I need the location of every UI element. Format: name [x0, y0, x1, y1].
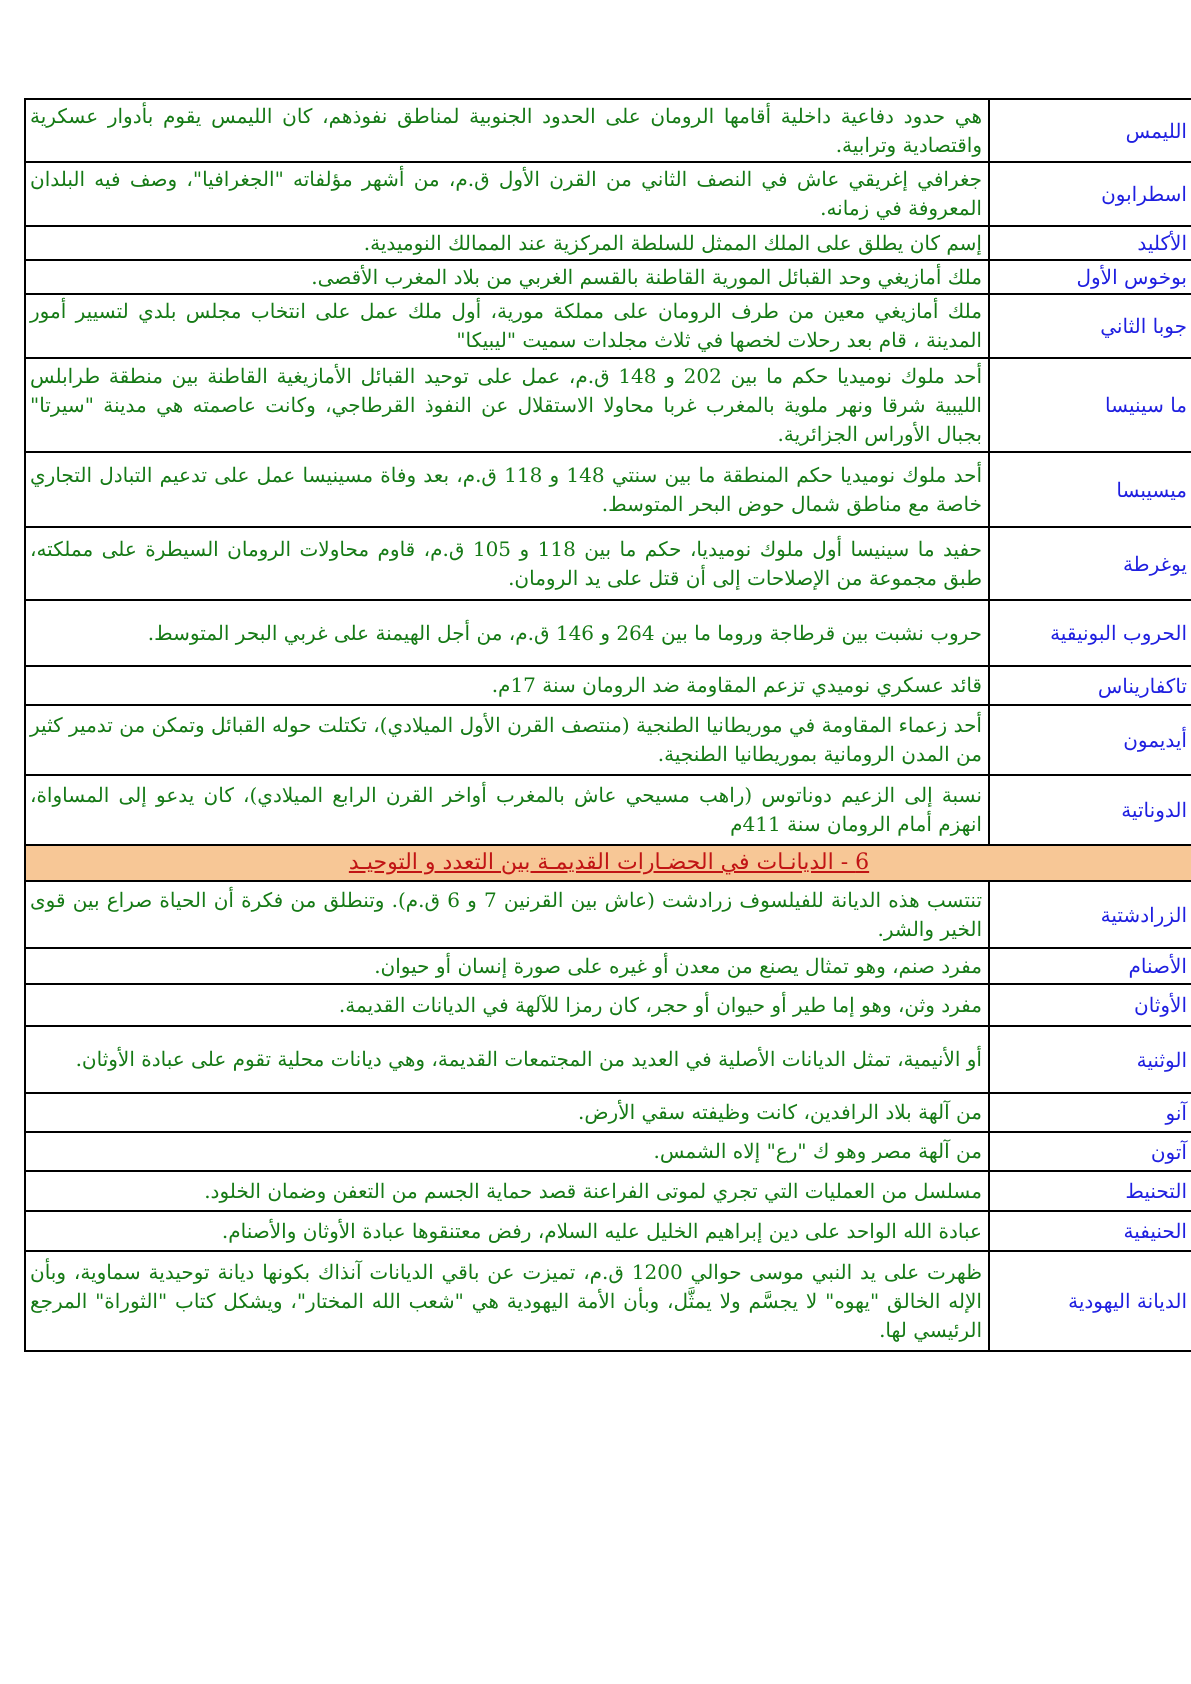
definition-cell: أو الأنيمية، تمثل الديانات الأصلية في العديد من المجتمعات القديمة، وهي ديانات محلية تقوم على عبادة الأوثان. — [25, 1026, 989, 1093]
term-cell: ميسيبسا — [989, 452, 1191, 527]
definition-cell: من آلهة مصر وهو ك "رع" إلاه الشمس. — [25, 1132, 989, 1171]
term-cell: الحروب البونيقية — [989, 600, 1191, 666]
table-row — [25, 666, 1191, 705]
term-cell: الأصنام — [989, 948, 1191, 984]
definition-cell: ظهرت على يد النبي موسى حوالي 1200 ق.م، تميزت عن باقي الديانات آنذاك بكونها ديانة توحيدية سماوية، وبأن الإله الخالق "يهوه" لا يجسَّم ولا يمثَّل، وبأن الأمة اليهودية هي "شعب الله المختار"، ويشكل كتاب "الثوراة" المرجع الرئيسي لها. — [25, 1251, 989, 1351]
term-cell: اسطرابون — [989, 162, 1191, 226]
term-cell: جوبا الثاني — [989, 294, 1191, 358]
definition-cell: عبادة الله الواحد على دين إبراهيم الخليل عليه السلام، رفض معتنقوها عبادة الأوثان والأصنام. — [25, 1211, 989, 1251]
definition-cell: مفرد صنم، وهو تمثال يصنع من معدن أو غيره على صورة إنسان أو حيوان. — [25, 948, 989, 984]
definition-cell: مسلسل من العمليات التي تجري لموتى الفراعنة قصد حماية الجسم من التعفن وضمان الخلود. — [25, 1171, 989, 1211]
table-row — [25, 358, 1191, 452]
table-row — [25, 527, 1191, 600]
table-row — [25, 226, 1191, 260]
definition-cell: أحد ملوك نوميديا حكم ما بين 202 و 148 ق.م، عمل على توحيد القبائل الأمازيغية القاطنة بين منطقة طرابلس الليبية شرقا ونهر ملوية بالمغرب غربا محاولا الاستقلال عن النفوذ القرطاجي، وكانت عاصمته هي مدينة "سيرتا" بجبال الأوراس الجزائرية. — [25, 358, 989, 452]
definition-cell: ملك أمازيغي وحد القبائل المورية القاطنة بالقسم الغربي من بلاد المغرب الأقصى. — [25, 260, 989, 294]
table-row — [25, 1026, 1191, 1093]
table-row — [25, 294, 1191, 358]
term-cell: آنو — [989, 1093, 1191, 1132]
table-row — [25, 99, 1191, 162]
section-header-row — [25, 845, 1191, 881]
term-cell: الوثنية — [989, 1026, 1191, 1093]
definition-cell: أحد زعماء المقاومة في موريطانيا الطنجية (منتصف القرن الأول الميلادي)، تكتلت حوله القبائل وتمكن من تدمير كثير من المدن الرومانية بموريطانيا الطنجية. — [25, 705, 989, 775]
table-row — [25, 260, 1191, 294]
definition-cell: قائد عسكري نوميدي تزعم المقاومة ضد الرومان سنة 17م. — [25, 666, 989, 705]
definition-cell: مفرد وثن، وهو إما طير أو حيوان أو حجر، كان رمزا للآلهة في الديانات القديمة. — [25, 984, 989, 1026]
section-title — [25, 845, 1191, 881]
table-row — [25, 705, 1191, 775]
definition-cell: هي حدود دفاعية داخلية أقامها الرومان على الحدود الجنوبية لمناطق نفوذهم، كان الليمس يقوم بأدوار عسكرية واقتصادية وترابية. — [25, 99, 989, 162]
term-cell: بوخوس الأول — [989, 260, 1191, 294]
table-row — [25, 775, 1191, 845]
term-cell: يوغرطة — [989, 527, 1191, 600]
table-row — [25, 1132, 1191, 1171]
table-row — [25, 881, 1191, 948]
definition-cell: ملك أمازيغي معين من طرف الرومان على مملكة مورية، أول ملك عمل على انتخاب مجلس بلدي لتسيير أمور المدينة ، قام بعد رحلات لخصها في ثلاث مجلدات سميت "ليبيكا" — [25, 294, 989, 358]
table-row — [25, 1251, 1191, 1351]
term-cell: الحنيفية — [989, 1211, 1191, 1251]
term-cell: الليمس — [989, 99, 1191, 162]
term-cell: الزرادشتية — [989, 881, 1191, 948]
table-row — [25, 1211, 1191, 1251]
definition-cell: إسم كان يطلق على الملك الممثل للسلطة المركزية عند الممالك النوميدية. — [25, 226, 989, 260]
table-row — [25, 600, 1191, 666]
definition-cell: حفيد ما سينيسا أول ملوك نوميديا، حكم ما بين 118 و 105 ق.م، قاوم محاولات الرومان السيطرة على مملكته، طبق مجموعة من الإصلاحات إلى أن قتل على يد الرومان. — [25, 527, 989, 600]
term-cell: الديانة اليهودية — [989, 1251, 1191, 1351]
definition-cell: من آلهة بلاد الرافدين، كانت وظيفته سقي الأرض. — [25, 1093, 989, 1132]
table-row — [25, 1171, 1191, 1211]
glossary-table — [24, 98, 1191, 1352]
table-row — [25, 452, 1191, 527]
definition-cell: نسبة إلى الزعيم دوناتوس (راهب مسيحي عاش بالمغرب أواخر القرن الرابع الميلادي)، كان يدعو إلى المساواة، انهزم أمام الرومان سنة 411م — [25, 775, 989, 845]
table-row — [25, 162, 1191, 226]
table-row — [25, 948, 1191, 984]
definition-cell: حروب نشبت بين قرطاجة وروما ما بين 264 و 146 ق.م، من أجل الهيمنة على غربي البحر المتوسط. — [25, 600, 989, 666]
term-cell: آتون — [989, 1132, 1191, 1171]
term-cell: الأوثان — [989, 984, 1191, 1026]
section-title-text: 6 - الديانـات في الحضـارات القديمـة بين التعدد و التوحيـد — [348, 850, 870, 875]
definition-cell: أحد ملوك نوميديا حكم المنطقة ما بين سنتي 148 و 118 ق.م، بعد وفاة مسينيسا عمل على تدعيم التبادل التجاري خاصة مع مناطق شمال حوض البحر المتوسط. — [25, 452, 989, 527]
term-cell: تاكفاريناس — [989, 666, 1191, 705]
table-row — [25, 984, 1191, 1026]
term-cell: أيديمون — [989, 705, 1191, 775]
term-cell: ما سينيسا — [989, 358, 1191, 452]
definition-cell: تنتسب هذه الديانة للفيلسوف زرادشت (عاش بين القرنين 7 و 6 ق.م). وتنطلق من فكرة أن الحياة صراع بين قوى الخير والشر. — [25, 881, 989, 948]
term-cell: الأكليد — [989, 226, 1191, 260]
term-cell: التحنيط — [989, 1171, 1191, 1211]
definition-cell: جغرافي إغريقي عاش في النصف الثاني من القرن الأول ق.م، من أشهر مؤلفاته "الجغرافيا"، وصف فيه البلدان المعروفة في زمانه. — [25, 162, 989, 226]
term-cell: الدوناتية — [989, 775, 1191, 845]
table-row — [25, 1093, 1191, 1132]
